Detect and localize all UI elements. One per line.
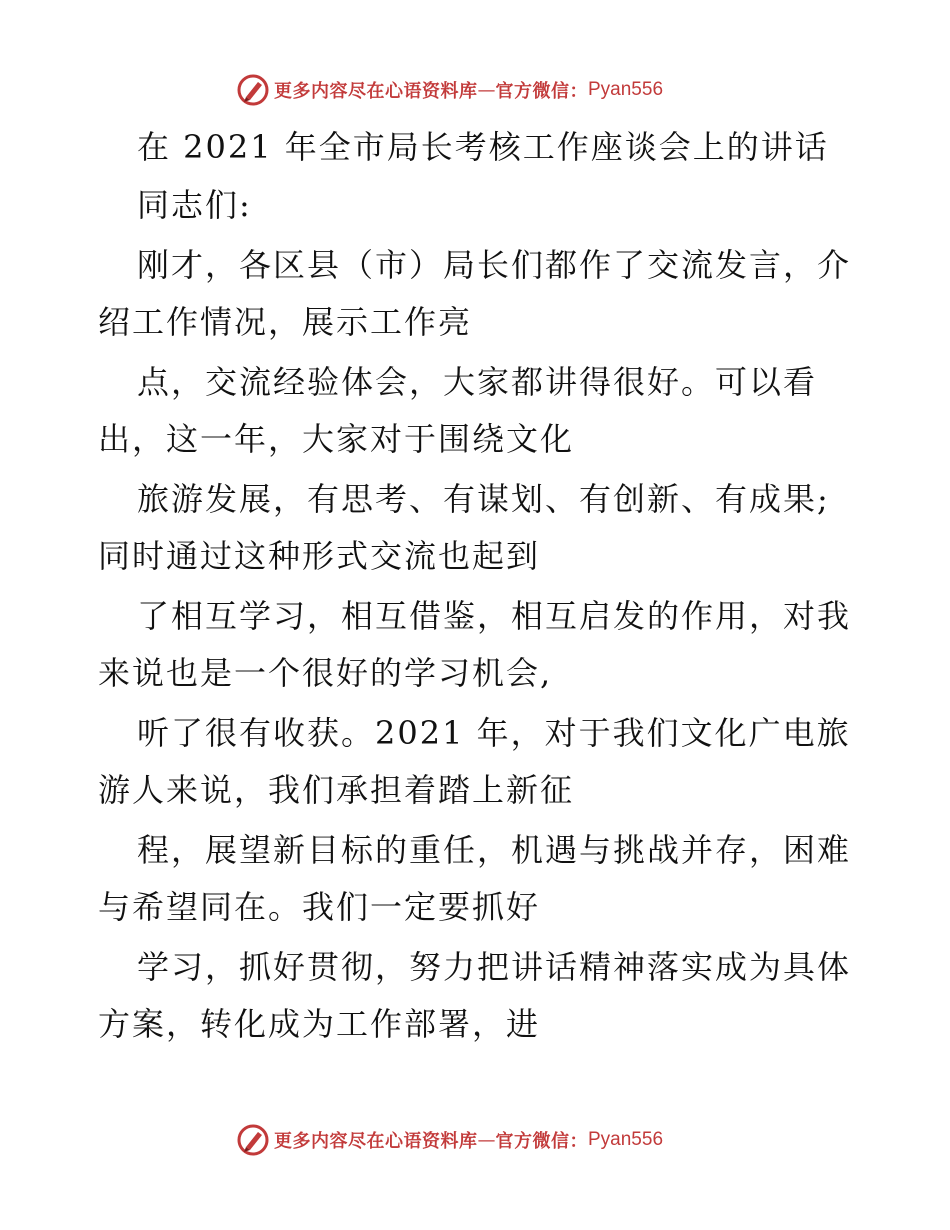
banner-text: 更多内容尽在心语资料库 bbox=[274, 1131, 478, 1152]
header-banner bbox=[236, 72, 663, 108]
text-line: 程，展望新目标的重任，机遇与挑战并存，困难 bbox=[137, 831, 852, 869]
banner-wechat-id: Pyan556 bbox=[588, 79, 664, 100]
banner-wechat-id: Pyan556 bbox=[588, 1129, 664, 1150]
banner-text: 更多内容尽在心语资料库 bbox=[274, 81, 478, 102]
pen-logo-icon bbox=[236, 73, 270, 107]
text-line: 与希望同在。我们一定要抓好 bbox=[98, 888, 541, 926]
banner-wechat-label: 官方微信： bbox=[495, 81, 588, 102]
text-line: 来说也是一个很好的学习机会, bbox=[98, 654, 553, 692]
pen-logo-icon bbox=[236, 1123, 270, 1157]
text-line: 绍工作情况，展示工作亮 bbox=[98, 303, 473, 341]
banner-separator: — bbox=[477, 79, 496, 101]
text-line: 出，这一年，大家对于围绕文化 bbox=[98, 420, 575, 458]
text-line: 点，交流经验体会，大家都讲得很好。可以看 bbox=[137, 363, 818, 401]
document-title: 在 2021 年全市局长考核工作座谈会上的讲话 bbox=[137, 128, 829, 166]
text-line: 游人来说，我们承担着踏上新征 bbox=[98, 771, 575, 809]
text-line: 听了很有收获。2021 年，对于我们文化广电旅 bbox=[137, 714, 851, 752]
text-line: 方案，转化成为工作部署，进 bbox=[98, 1005, 541, 1043]
banner-wechat-label: 官方微信： bbox=[495, 1131, 588, 1152]
text-line: 了相互学习，相互借鉴，相互启发的作用，对我 bbox=[137, 597, 852, 635]
text-line: 同志们: bbox=[137, 186, 252, 224]
text-line: 学习，抓好贯彻，努力把讲话精神落实成为具体 bbox=[137, 948, 852, 986]
banner-separator: — bbox=[477, 1129, 496, 1151]
text-line: 旅游发展，有思考、有谋划、有创新、有成果; bbox=[137, 480, 830, 518]
footer-banner bbox=[236, 1122, 663, 1158]
text-line: 同时通过这种形式交流也起到 bbox=[98, 537, 541, 575]
text-line: 刚才，各区县（市）局长们都作了交流发言，介 bbox=[137, 246, 852, 284]
